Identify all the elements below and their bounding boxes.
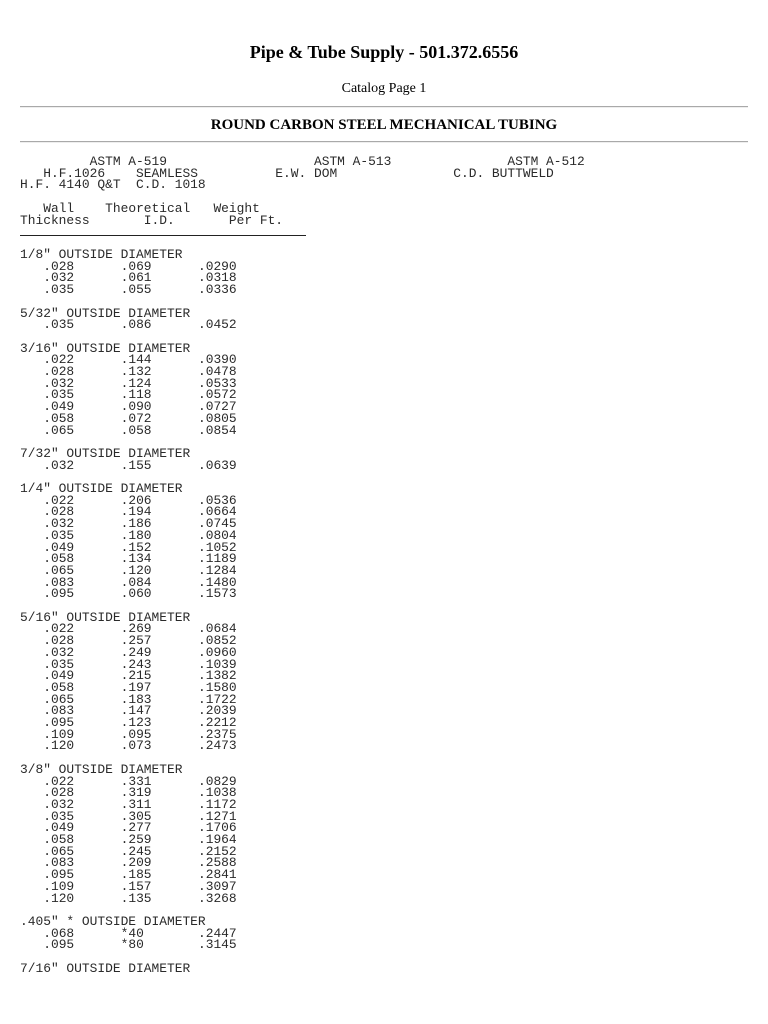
od-section [20,913,237,953]
od-section-title: 3/16" OUTSIDE DIAMETER [20,340,191,356]
wall-thickness-cell: .065 [43,691,75,707]
od-section-title: 5/32" OUTSIDE DIAMETER [20,305,191,321]
column-header-row-2: Thickness I.D. Per Ft. [20,212,284,228]
table-row [20,422,237,438]
wall-thickness-cell: .058 [43,410,75,426]
weight-per-ft-cell: .3097 [197,878,237,894]
weight-per-ft-cell: .2473 [197,738,237,754]
wall-thickness-cell: .083 [43,703,75,719]
spec-line2: H.F.1026 SEAMLESS E.W. DOM C.D. BUTTWELD [43,165,554,181]
od-section [20,249,237,296]
wall-thickness-cell: .035 [43,317,75,333]
inside-diameter-cell: .061 [120,270,152,286]
wall-thickness-cell: .058 [43,551,75,567]
wall-thickness-cell: .049 [43,820,75,836]
weight-per-ft-cell: .2841 [197,867,237,883]
inside-diameter-cell: .215 [120,668,152,684]
wall-thickness-cell: .049 [43,539,75,555]
weight-per-ft-cell: .3268 [197,890,237,906]
inside-diameter-cell: .245 [120,843,152,859]
wall-thickness-cell: .109 [43,878,75,894]
inside-diameter-cell: .147 [120,703,152,719]
wall-thickness-cell: .049 [43,668,75,684]
wall-thickness-cell: .032 [43,457,75,473]
inside-diameter-cell: .144 [120,352,152,368]
inside-diameter-cell: .305 [120,808,152,824]
wall-thickness-cell: .028 [43,785,75,801]
weight-per-ft-cell: .1038 [197,785,237,801]
weight-per-ft-cell: .1052 [197,539,237,555]
wall-thickness-cell: .120 [43,738,75,754]
weight-per-ft-cell: .0852 [197,633,237,649]
tubing-table [20,249,237,974]
weight-header: Weight [213,201,260,216]
wall-thickness-cell: .095 [43,937,75,953]
weight-per-ft-cell: .1189 [197,551,237,567]
weight-per-ft-cell: .0829 [197,773,237,789]
od-section [20,483,237,600]
spec-a519-line3: H.F. 4140 Q&T C.D. 1018 [20,177,206,193]
inside-diameter-cell: .152 [120,539,152,555]
inside-diameter-cell: .132 [120,364,152,379]
weight-per-ft-cell: .1580 [197,679,237,695]
weight-per-ft-cell: .0290 [197,258,237,274]
od-section [20,609,237,754]
inside-diameter-cell: *80 [120,937,144,953]
id-header: Theoretical [105,201,191,216]
od-section [20,445,237,473]
inside-diameter-cell: .186 [120,516,152,532]
weight-per-ft-cell: .0336 [197,282,237,298]
table-row [20,457,237,473]
inside-diameter-cell: .086 [120,317,152,333]
inside-diameter-cell: .058 [120,422,152,438]
inside-diameter-cell: .197 [120,679,152,695]
weight-per-ft-cell: .2152 [197,843,237,859]
inside-diameter-cell: .319 [120,785,152,801]
table-row [20,740,237,752]
inside-diameter-cell: .072 [120,410,152,426]
weight-per-ft-cell: .0572 [197,387,237,403]
inside-diameter-cell: .206 [120,492,152,508]
od-section-title: 5/16" OUTSIDE DIAMETER [20,609,191,625]
inside-diameter-cell: .243 [120,656,152,672]
inside-diameter-cell: .155 [120,457,152,473]
od-section-title: .405" * OUTSIDE DIAMETER [20,913,206,929]
weight-per-ft-cell: .1964 [197,832,237,848]
wall-thickness-cell: .022 [43,352,75,368]
table-row [20,319,237,331]
wall-thickness-cell: .022 [43,773,75,789]
inside-diameter-cell: .118 [120,387,152,403]
wall-thickness-cell: .022 [43,621,75,637]
wall-thickness-cell: .068 [43,925,75,941]
wall-thickness-cell: .083 [43,574,75,590]
weight-per-ft-cell: .1480 [197,574,237,590]
weight-per-ft-cell: .0639 [197,457,237,473]
weight-per-ft-cell: .2375 [197,726,237,742]
table-row [20,890,237,906]
inside-diameter-cell: .069 [120,258,152,274]
inside-diameter-cell: .084 [120,574,152,590]
weight-per-ft-cell: .0318 [197,270,237,286]
od-section [20,305,237,333]
wall-thickness-cell: .032 [43,796,75,812]
wall-thickness-cell: .065 [43,562,75,578]
weight-per-ft-cell: .0684 [197,621,237,637]
weight-per-ft-cell: .1039 [197,656,237,672]
wall-thickness-cell: .095 [43,715,75,731]
weight-per-ft-cell: .1722 [197,691,237,707]
inside-diameter-cell: .180 [120,527,152,543]
od-section-title: 7/16" OUTSIDE DIAMETER [20,960,191,976]
wall-thickness-cell: .083 [43,855,75,871]
od-section-title: 1/8" OUTSIDE DIAMETER [20,247,183,262]
inside-diameter-cell: .073 [120,738,152,754]
weight-per-ft-cell: .2039 [197,703,237,719]
inside-diameter-cell: .311 [120,796,152,812]
weight-per-ft-cell: .0960 [197,644,237,660]
inside-diameter-cell: *40 [120,925,144,941]
inside-diameter-cell: .257 [120,633,152,649]
wall-thickness-cell: .032 [43,516,75,532]
inside-diameter-cell: .157 [120,878,152,894]
wall-thickness-cell: .035 [43,656,75,672]
inside-diameter-cell: .185 [120,867,152,883]
od-section [20,960,237,976]
inside-diameter-cell: .090 [120,399,152,415]
wall-thickness-cell: .058 [43,832,75,848]
wall-thickness-cell: .065 [43,843,75,859]
wall-thickness-cell: .058 [43,679,75,695]
od-section-title: 1/4" OUTSIDE DIAMETER [20,481,183,496]
od-section-title: 3/8" OUTSIDE DIAMETER [20,761,183,777]
inside-diameter-cell: .123 [120,715,152,731]
inside-diameter-cell: .060 [120,586,152,602]
weight-per-ft-cell: .1172 [197,796,237,812]
inside-diameter-cell: .134 [120,551,152,567]
od-section-title: 7/32" OUTSIDE DIAMETER [20,445,191,461]
wall-thickness-cell: .032 [43,375,75,391]
weight-per-ft-cell: .0745 [197,516,237,532]
inside-diameter-cell: .194 [120,504,152,520]
inside-diameter-cell: .120 [120,562,152,578]
wall-thickness-cell: .032 [43,270,75,286]
inside-diameter-cell: .259 [120,832,152,848]
weight-per-ft-cell: .0804 [197,527,237,543]
table-row [20,939,237,951]
wall-thickness-cell: .022 [43,492,75,508]
wall-thickness-cell: .095 [43,867,75,883]
horizontal-divider-top [20,106,748,108]
weight-per-ft-cell: .0533 [197,375,237,391]
inside-diameter-cell: .055 [120,282,152,298]
wall-thickness-cell: .028 [43,633,75,649]
weight-per-ft-cell: .3145 [197,937,237,953]
inside-diameter-cell: .209 [120,855,152,871]
wall-thickness-cell: .035 [43,808,75,824]
weight-per-ft-cell: .1706 [197,820,237,836]
inside-diameter-cell: .269 [120,621,152,637]
table-row [20,588,237,600]
weight-per-ft-cell: .0727 [197,399,237,415]
wall-thickness-cell: .028 [43,364,75,379]
inside-diameter-cell: .277 [120,820,152,836]
wall-thickness-cell: .065 [43,422,75,438]
weight-per-ft-cell: .0478 [197,364,237,379]
inside-diameter-cell: .095 [120,726,152,742]
section-heading: ROUND CARBON STEEL MECHANICAL TUBING [210,117,558,133]
weight-per-ft-cell: .0536 [197,492,237,508]
wall-header: Wall [43,201,75,216]
column-header-underline [20,235,306,236]
weight-per-ft-cell: .0452 [197,317,237,333]
catalog-page-label: Catalog Page 1 [341,81,427,96]
inside-diameter-cell: .249 [120,644,152,660]
weight-per-ft-cell: .1271 [197,808,237,824]
od-section [20,340,237,438]
wall-thickness-cell: .035 [43,527,75,543]
weight-per-ft-cell: .1573 [197,586,237,602]
od-section [20,761,237,906]
spec-a519-line1: ASTM A-519 ASTM A-513 ASTM A-512 [89,154,585,169]
wall-thickness-cell: .035 [43,282,75,298]
weight-per-ft-cell: .0854 [197,422,237,438]
column-headers [20,203,283,226]
weight-per-ft-cell: .2588 [197,855,237,871]
weight-per-ft-cell: .1382 [197,668,237,684]
inside-diameter-cell: .124 [120,375,152,391]
inside-diameter-cell: .331 [120,773,152,789]
wall-thickness-cell: .120 [43,890,75,906]
table-row [20,284,237,296]
wall-thickness-cell: .032 [43,644,75,660]
wall-thickness-cell: .095 [43,586,75,602]
wall-thickness-cell: .049 [43,399,75,415]
weight-per-ft-cell: .0805 [197,410,237,426]
weight-per-ft-cell: .1284 [197,562,237,578]
inside-diameter-cell: .183 [120,691,152,707]
wall-thickness-cell: .109 [43,726,75,742]
astm-specs-block [20,156,585,191]
weight-per-ft-cell: .0664 [197,504,237,520]
inside-diameter-cell: .135 [120,890,152,906]
weight-per-ft-cell: .2212 [197,715,237,731]
page-title: Pipe & Tube Supply - 501.372.6556 [249,42,519,62]
wall-thickness-cell: .028 [43,504,75,520]
wall-thickness-cell: .028 [43,258,75,274]
horizontal-divider-bottom [20,141,748,143]
weight-per-ft-cell: .0390 [197,352,237,368]
wall-thickness-cell: .035 [43,387,75,403]
weight-per-ft-cell: .2447 [197,925,237,941]
